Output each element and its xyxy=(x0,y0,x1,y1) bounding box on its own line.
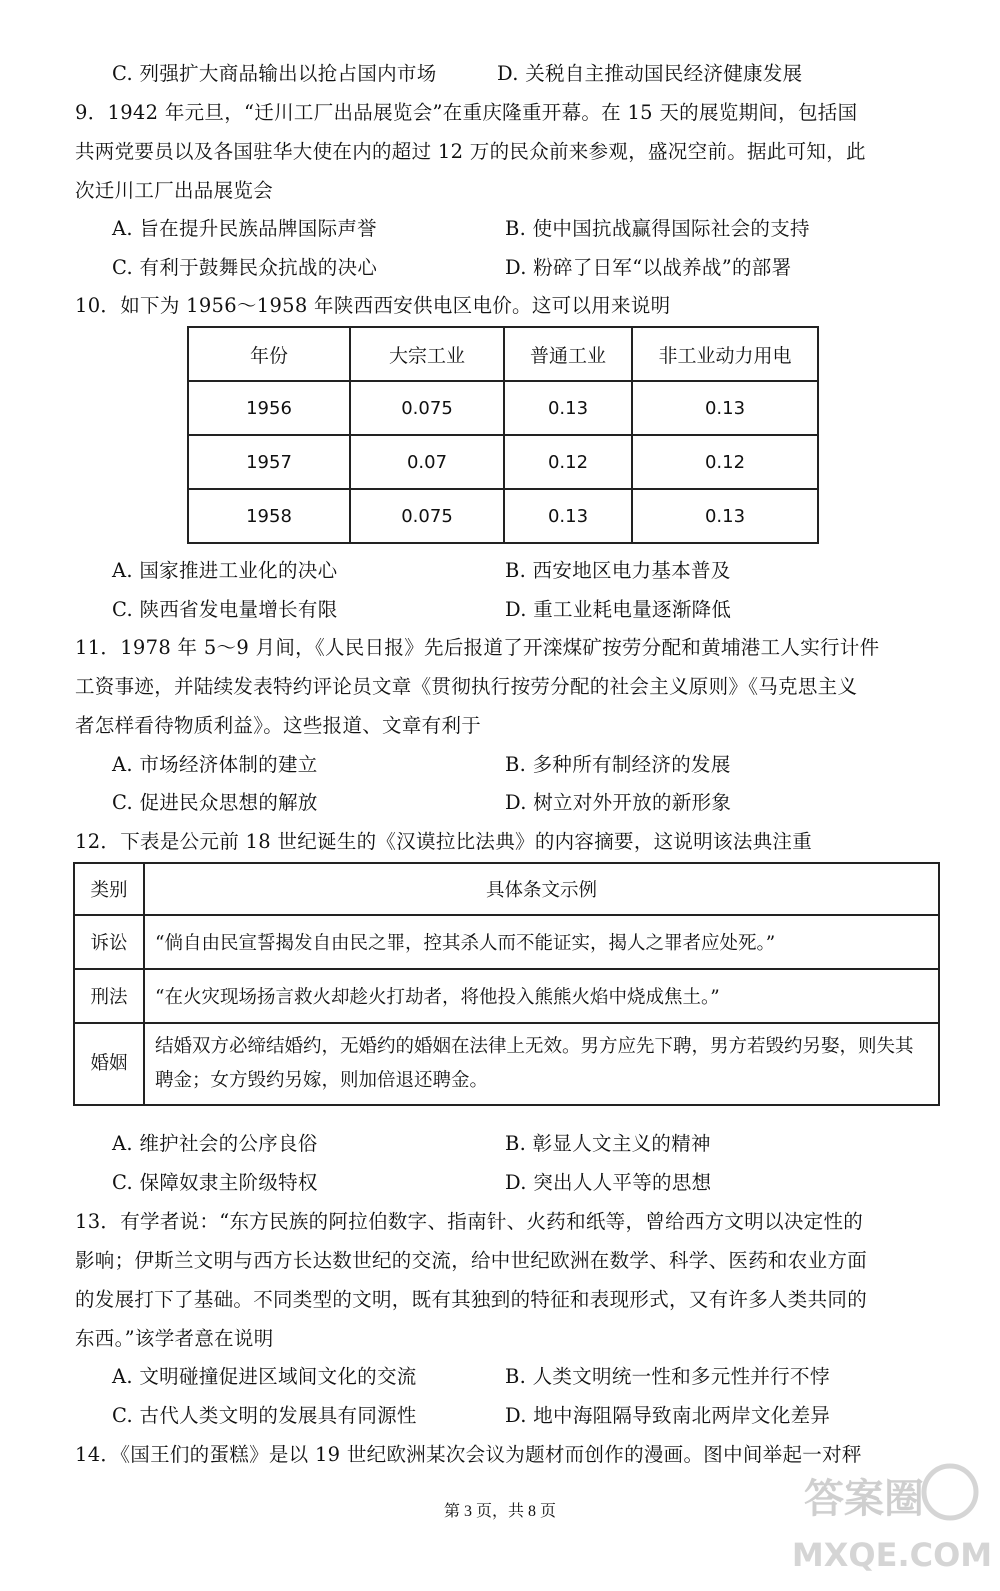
q9-stem-line-1: 9．1942 年元旦，“迁川工厂出品展览会”在重庆隆重开幕。在 15 天的展览期间，包括国 xyxy=(75,101,858,124)
watermark-logo xyxy=(791,1462,993,1580)
q10-option-c: C. 陕西省发电量增长有限 xyxy=(112,598,338,621)
table-row xyxy=(74,1023,939,1105)
q11-stem-line-3: 者怎样看待物质利益》。这些报道、文章有利于 xyxy=(75,714,482,737)
table-cell: 0.13 xyxy=(504,489,632,543)
table-cell: 0.12 xyxy=(632,435,818,489)
q9-option-b: B. 使中国抗战赢得国际社会的支持 xyxy=(505,217,810,240)
q14-stem-line-1: 14．《国王们的蛋糕》是以 19 世纪欧洲某次会议为题材而创作的漫画。图中间举起一对秤 xyxy=(75,1443,862,1466)
table-header: 非工业动力用电 xyxy=(632,327,818,381)
q11-stem-line-1: 11．1978 年 5～9 月间，《人民日报》先后报道了开滦煤矿按劳分配和黄埔港工人实行计件 xyxy=(75,636,880,659)
q8-option-c: C. 列强扩大商品输出以抢占国内市场 xyxy=(112,62,437,85)
table-row xyxy=(74,969,939,1023)
table-cell: 结婚双方必缔结婚约，无婚约的婚姻在法律上无效。男方应先下聘，男方若毁约另娶，则失其聘金；女方毁约另嫁，则加倍退还聘金。 xyxy=(144,1023,939,1105)
q8-option-d: D. 关税自主推动国民经济健康发展 xyxy=(497,62,803,85)
q13-stem-line-4: 东西。”该学者意在说明 xyxy=(75,1327,274,1350)
q10-option-b: B. 西安地区电力基本普及 xyxy=(505,559,731,582)
q10-option-d: D. 重工业耗电量逐渐降低 xyxy=(505,598,732,621)
q10-stem: 10．如下为 1956～1958 年陕西西安供电区电价。这可以用来说明 xyxy=(75,294,671,317)
table-cell: 1957 xyxy=(188,435,350,489)
table-header: 类别 xyxy=(74,863,144,915)
q13-stem-line-3: 的发展打下了基础。不同类型的文明，既有其独到的特征和表现形式，又有许多人类共同的 xyxy=(75,1288,868,1311)
q9-option-a: A. 旨在提升民族品牌国际声誉 xyxy=(112,217,377,240)
watermark-top-text: 答案圈 xyxy=(804,1476,924,1522)
q11-option-b: B. 多种所有制经济的发展 xyxy=(505,753,731,776)
q11-option-d: D. 树立对外开放的新形象 xyxy=(505,791,732,814)
table-header: 大宗工业 xyxy=(350,327,504,381)
table-row xyxy=(188,435,818,489)
q12-option-c: C. 保障奴隶主阶级特权 xyxy=(112,1171,318,1194)
electricity-price-table xyxy=(187,326,819,544)
q11-stem-line-2: 工资事迹，并陆续发表特约评论员文章《贯彻执行按劳分配的社会主义原则》《马克思主义 xyxy=(75,675,858,698)
table-row xyxy=(188,489,818,543)
q11-option-a: A. 市场经济体制的建立 xyxy=(112,753,318,776)
table-cell: 1956 xyxy=(188,381,350,435)
table-header: 普通工业 xyxy=(504,327,632,381)
table-cell: 0.07 xyxy=(350,435,504,489)
table-cell: 0.075 xyxy=(350,381,504,435)
q13-option-d: D. 地中海阻隔导致南北两岸文化差异 xyxy=(505,1404,831,1427)
q12-option-d: D. 突出人人平等的思想 xyxy=(505,1171,712,1194)
q11-option-c: C. 促进民众思想的解放 xyxy=(112,791,318,814)
q9-option-c: C. 有利于鼓舞民众抗战的决心 xyxy=(112,256,378,279)
table-cell: “倘自由民宣誓揭发自由民之罪，控其杀人而不能证实，揭人之罪者应处死。” xyxy=(144,915,939,969)
q13-stem-line-1: 13．有学者说：“东方民族的阿拉伯数字、指南针、火药和纸等，曾给西方文明以决定性的 xyxy=(75,1210,864,1233)
table-cell: 刑法 xyxy=(74,969,144,1023)
table-cell: 0.12 xyxy=(504,435,632,489)
table-cell: 0.13 xyxy=(632,489,818,543)
table-cell: “在火灾现场扬言救火却趁火打劫者，将他投入熊熊火焰中烧成焦土。” xyxy=(144,969,939,1023)
table-cell: 0.13 xyxy=(632,381,818,435)
table-cell: 诉讼 xyxy=(74,915,144,969)
q13-stem-line-2: 影响；伊斯兰文明与西方长达数世纪的交流，给中世纪欧洲在数学、科学、医药和农业方面 xyxy=(75,1249,868,1272)
q10-option-a: A. 国家推进工业化的决心 xyxy=(112,559,338,582)
table-row xyxy=(74,915,939,969)
q13-option-b: B. 人类文明统一性和多元性并行不悖 xyxy=(505,1365,830,1388)
table-row xyxy=(188,381,818,435)
page-footer: 第 3 页，共 8 页 xyxy=(443,1503,556,1520)
q9-stem-line-3: 次迁川工厂出品展览会 xyxy=(75,179,274,202)
table-cell: 婚姻 xyxy=(74,1023,144,1105)
table-cell: 1958 xyxy=(188,489,350,543)
table-cell: 0.075 xyxy=(350,489,504,543)
table-header: 具体条文示例 xyxy=(144,863,939,915)
watermark-bottom-text: MXQE.COM xyxy=(791,1536,993,1574)
table-cell: 0.13 xyxy=(504,381,632,435)
q12-option-a: A. 维护社会的公序良俗 xyxy=(112,1132,318,1155)
q13-option-a: A. 文明碰撞促进区域间文化的交流 xyxy=(112,1365,417,1388)
q13-option-c: C. 古代人类文明的发展具有同源性 xyxy=(112,1404,417,1427)
q12-stem: 12．下表是公元前 18 世纪诞生的《汉谟拉比法典》的内容摘要，这说明该法典注重 xyxy=(75,830,813,853)
q12-option-b: B. 彰显人文主义的精神 xyxy=(505,1132,711,1155)
q9-option-d: D. 粉碎了日军“以战养战”的部署 xyxy=(505,256,792,279)
hammurabi-code-table xyxy=(73,862,940,1106)
q9-stem-line-2: 共两党要员以及各国驻华大使在内的超过 12 万的民众前来参观，盛况空前。据此可知，此 xyxy=(75,140,866,163)
table-header: 年份 xyxy=(188,327,350,381)
